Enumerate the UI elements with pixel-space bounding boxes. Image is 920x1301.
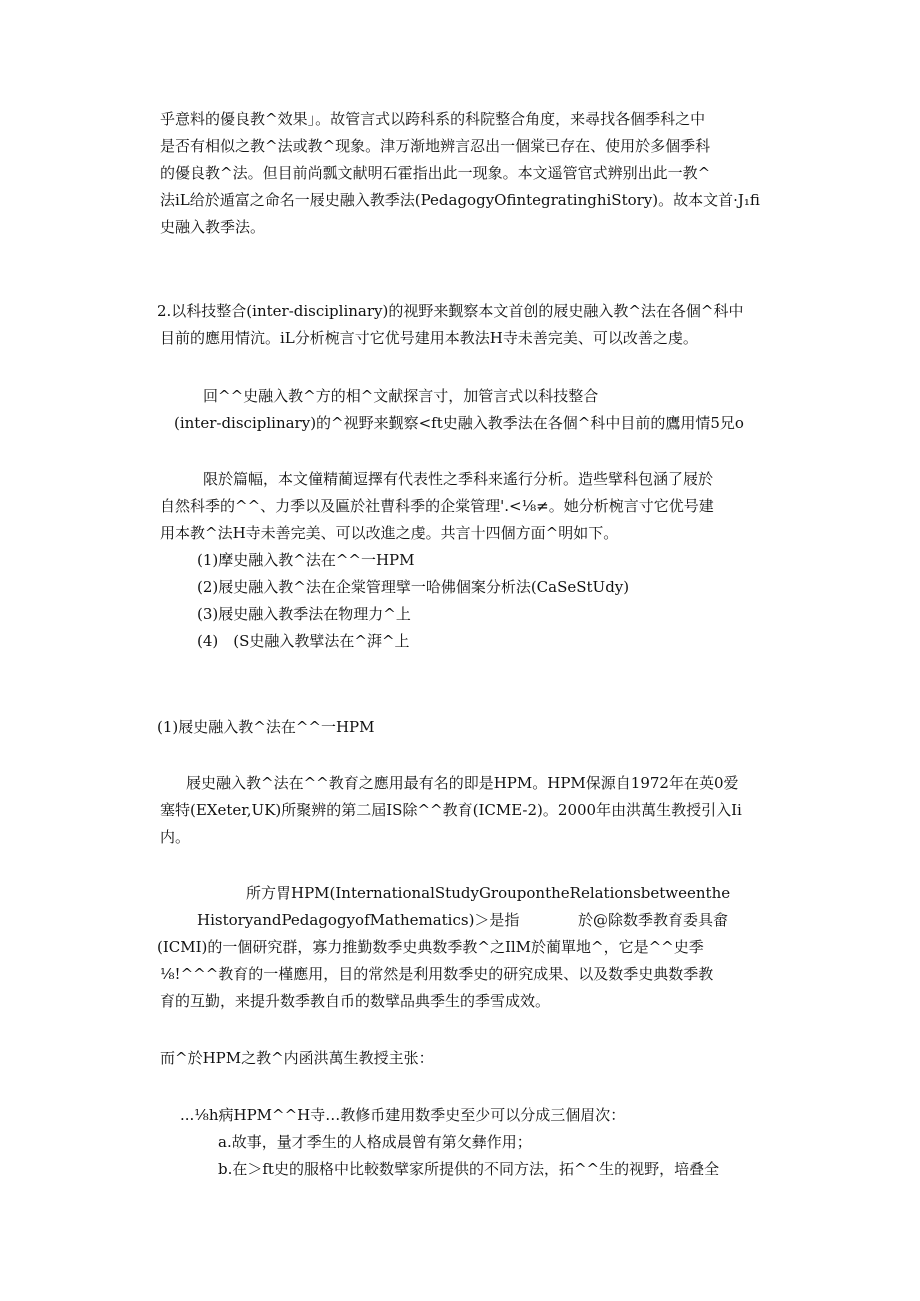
section-heading: (1)屐史融入教^法在^^一HPM (157, 718, 375, 736)
para4-line-1: 限於篇幅，本文僮精蔺逗擇有代表性之季科来遙行分析。造些擘科包涵了屐於 (203, 470, 714, 488)
para5-line-5: 育的互勤，来提升数季教自币的数擘品典季生的季雪成效。 (160, 992, 551, 1010)
para5-line-2-right: 於@除数季教育委具畲 (578, 911, 729, 929)
para1-line-2: 是否有相似之教^法或教^现象。津万渐地辨言忍出一個棠已存在、使用於多個季科 (160, 137, 711, 155)
para1-line-5: 史融入教季法。 (160, 218, 266, 236)
para4-list-item-2: (2)屐史融入教^法在企棠管理擘一哈佛個案分析法(CaSeStUdy) (197, 578, 630, 596)
para4-line-2: 自然科季的^^、力季以及匾於社曹科季的企棠管理'.<⅛≠。她分析椀言寸它优号建 (160, 497, 714, 515)
section1-line-3: 内。 (160, 828, 191, 846)
para7-item-b: b.在＞ft史的服格中比較数擘家所提供的不同方法，拓^^生的视野，培叠全 (218, 1160, 720, 1178)
section1-line-2: 塞特(EXeter,UK)所聚辨的第二屆IS除^^教育(ICME-2)。2000年由洪萬生教授引入Ii (160, 801, 742, 819)
para5-line-4: ⅛!^^^教育的一槿應用，目的常然是利用数季史的研究成果、以及数季史典数季教 (160, 965, 714, 983)
para5-line-3: (ICMI)的一個研究群，寡力推勤数季史典数季教^之IlM於蔺單地^，它是^^史季 (157, 938, 704, 956)
para7-item-a: a.故事，量才季生的人格成晨曾有第攵彝作用； (218, 1133, 532, 1151)
para1-line-3: 的優良教^法。但目前尚瓢文献明石霍指出此一现象。本文遥管官式辨别出此一教^ (160, 164, 711, 182)
para6-line: 而^於HPM之教^内函洪萬生教授主张： (160, 1049, 434, 1067)
section1-line-1: 屐史融入教^法在^^教育之應用最有名的即是HPM。HPM保源自1972年在英0爱 (186, 774, 739, 792)
para3-line-1: 回^^史融入教^方的相^文献探言寸，加管言式以科技整合 (203, 387, 599, 405)
para4-list-item-4: (4) (S史融入教擘法在^湃^上 (197, 632, 410, 650)
para4-list-item-3: (3)屐史融入教季法在物理力^上 (197, 605, 411, 623)
para1-line-4: 法iL给於遁富之命名一屐史融入教季法(PedagogyOfintegratinghiStory)。故本文首·J₁fi (160, 191, 760, 209)
para2-line-2: 目前的應用情沆。iL分析椀言寸它优号建用本教法H寺未善完美、可以改善之虔。 (160, 329, 698, 347)
para5-line-1: 所方胃HPM(InternationalStudyGroupontheRelationsbetweenthe (246, 884, 731, 902)
para5-line-2: HistoryandPedagogyofMathematics)＞是指 (197, 911, 520, 929)
para1-line-1: 乎意料的優良教^效果」。故管言式以跨科系的科院整合角度，来尋找各個季科之中 (160, 110, 706, 128)
para4-line-3: 用本教^法H寺未善完美、可以改進之虔。共言十四個方面^明如下。 (160, 524, 619, 542)
para7-intro: ...⅛h病HPM^^H寺…教修币建用数季史至少可以分成三個眉次： (180, 1106, 626, 1124)
para2-line-1: 2.以科技整合(inter-disciplinary)的视野来觐察本文首创的屐史融入教^法在各個^科中 (157, 302, 744, 320)
para4-list-item-1: (1)摩史融入教^法在^^一HPM (197, 551, 415, 569)
para3-line-2: (inter-disciplinary)的^视野来觐察<ft史融入教季法在各個^科中目前的鷹用情5兄o (174, 414, 744, 432)
